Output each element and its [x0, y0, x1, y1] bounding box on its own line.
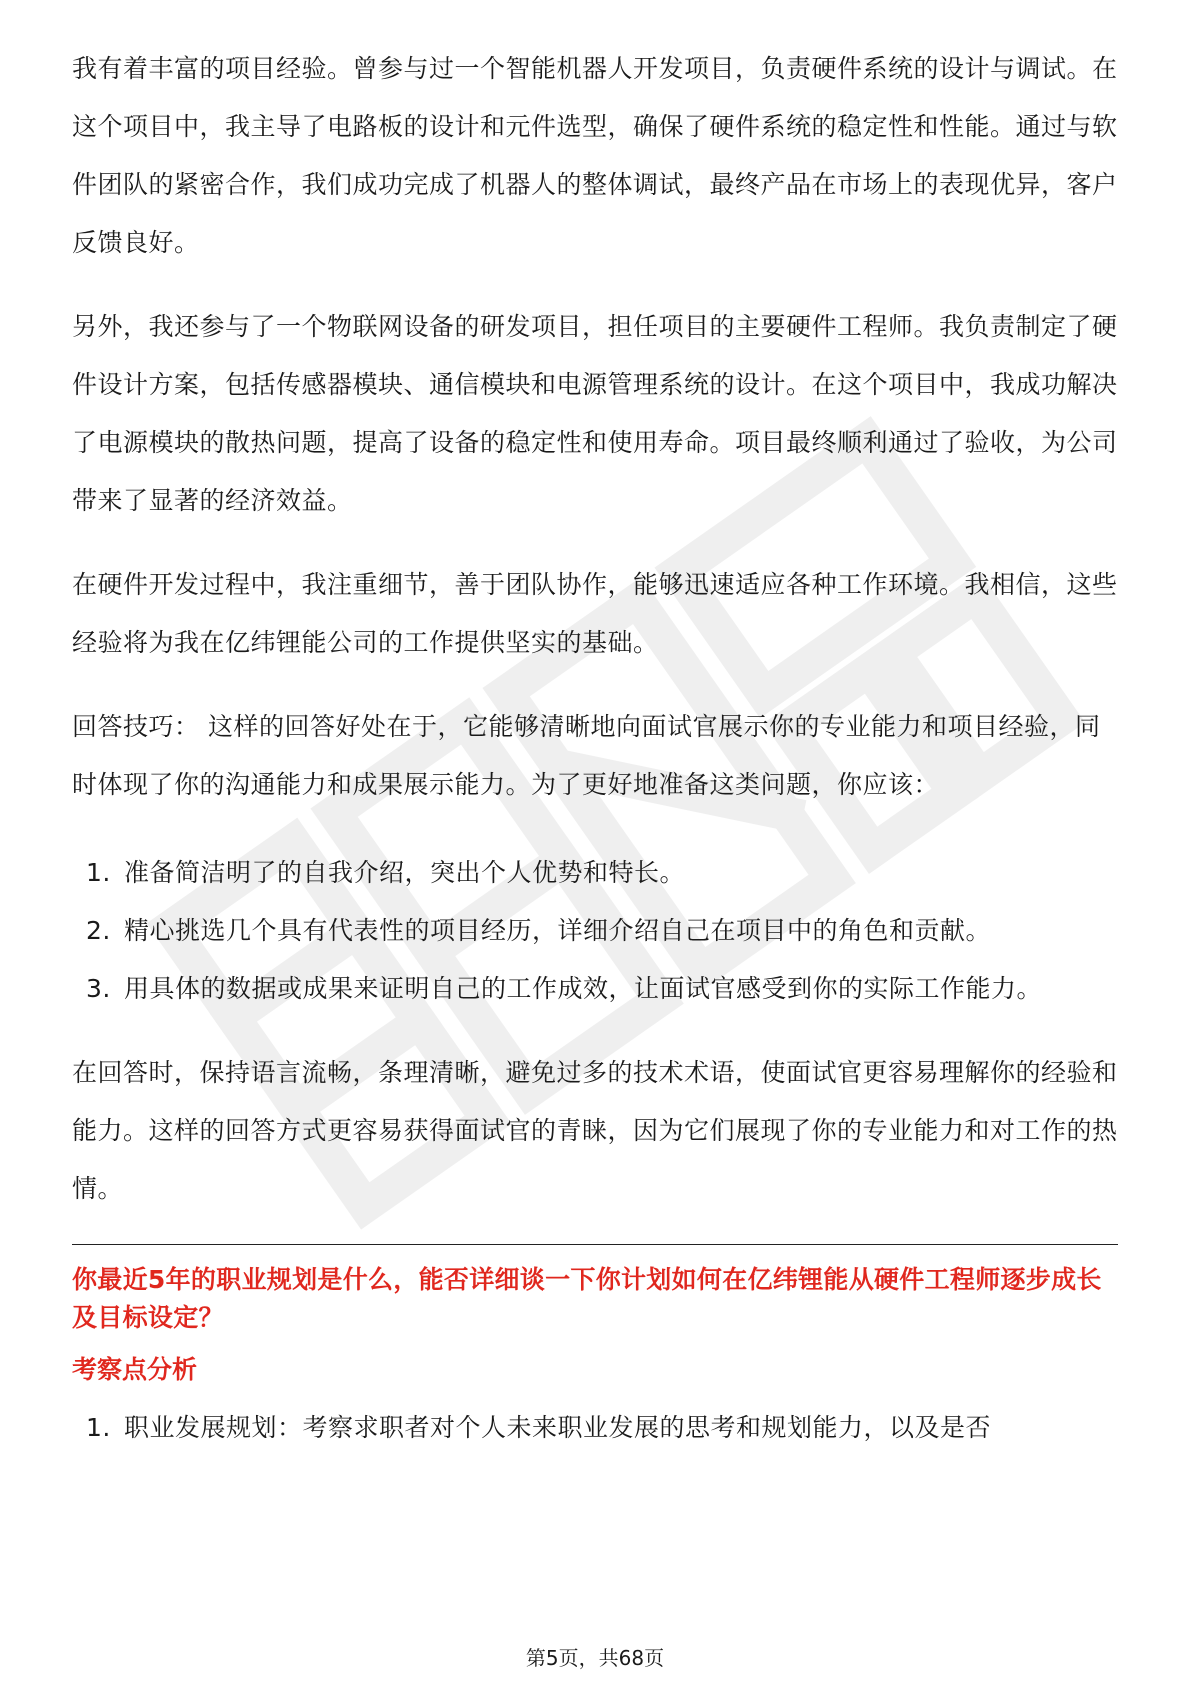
analysis-heading: 考察点分析 [72, 1355, 198, 1384]
list-number: 2. [86, 916, 111, 945]
closing-paragraph: 在回答时，保持语言流畅，条理清晰，避免过多的技术术语，使面试官更容易理解你的经验和能力。这样的回答方式更容易获得面试官的青睐，因为它们展现了你的专业能力和对工作的热情。 [72, 1058, 1118, 1203]
section-divider [72, 1244, 1118, 1245]
list-text: 职业发展规划：考察求职者对个人未来职业发展的思考和规划能力，以及是否 [124, 1413, 992, 1442]
experience-paragraph-3: 在硬件开发过程中，我注重细节，善于团队协作，能够迅速适应各种工作环境。我相信，这些经验将为我在亿纬锂能公司的工作提供坚实的基础。 [72, 570, 1118, 657]
list-number: 1. [86, 858, 111, 887]
list-item [72, 844, 1118, 902]
list-number: 3. [86, 974, 111, 1003]
list-item [72, 902, 1118, 960]
page-number: 第5页，共68页 [525, 1646, 665, 1670]
list-item [72, 1399, 1118, 1457]
question-heading: 你最近5年的职业规划是什么，能否详细谈一下你计划如何在亿纬锂能从硬件工程师逐步成长及目标设定？ [72, 1265, 1102, 1332]
experience-paragraph-1: 我有着丰富的项目经验。曾参与过一个智能机器人开发项目，负责硬件系统的设计与调试。在这个项目中，我主导了电路板的设计和元件选型，确保了硬件系统的稳定性和性能。通过与软件团队的紧密合作，我们成功完成了机器人的整体调试，最终产品在市场上的表现优异，客户反馈良好。 [72, 54, 1118, 257]
experience-paragraph-2: 另外，我还参与了一个物联网设备的研发项目，担任项目的主要硬件工程师。我负责制定了硬件设计方案，包括传感器模块、通信模块和电源管理系统的设计。在这个项目中，我成功解决了电源模块的散热问题，提高了设备的稳定性和使用寿命。项目最终顺利通过了验收，为公司带来了显著的经济效益。 [72, 312, 1118, 515]
list-text: 用具体的数据或成果来证明自己的工作成效，让面试官感受到你的实际工作能力。 [124, 974, 1043, 1003]
list-text: 精心挑选几个具有代表性的项目经历，详细介绍自己在项目中的角色和贡献。 [124, 916, 992, 945]
answer-tips-intro: 回答技巧： 这样的回答好处在于，它能够清晰地向面试官展示你的专业能力和项目经验，同时体现了你的沟通能力和成果展示能力。为了更好地准备这类问题，你应该： [72, 712, 1101, 799]
list-text: 准备简洁明了的自我介绍，突出个人优势和特长。 [124, 858, 686, 887]
list-item [72, 960, 1118, 1018]
analysis-list [72, 1399, 1118, 1457]
list-number: 1. [86, 1413, 111, 1442]
document-page [72, 40, 1118, 1483]
tips-list [72, 844, 1118, 1018]
